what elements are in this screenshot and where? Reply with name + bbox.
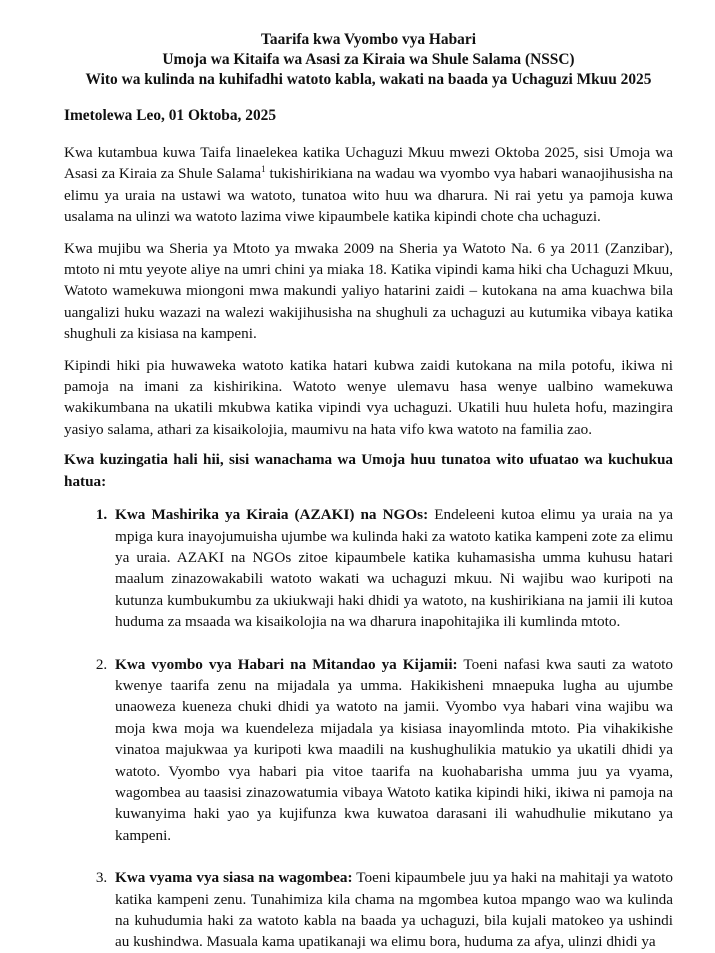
- call-item-body: Toeni kipaumbele juu ya haki na mahitaji ya watoto katika kampeni zenu. Tunahimiza kila chama na mgombea kutoa mpango wao wa kulinda na kuhudumia haki za watoto kabla na baada ya uchaguzi, bila kujali matokeo ya ushindi au kushindwa. Masuala kama upatikanaji wa elimu bora, huduma za afya, ulinzi dhidi ya: [115, 869, 673, 951]
- header-title: Taarifa kwa Vyombo vya Habari: [261, 31, 476, 48]
- document-header: [64, 30, 673, 90]
- calls-list: [64, 504, 673, 953]
- call-item-parties: [111, 867, 673, 953]
- paragraph-risks: Kipindi hiki pia huwaweka watoto katika hatari kubwa zaidi kutokana na mila potofu, ikiwa ni pamoja na imani za kishirikina. Watoto wenye ulemavu hasa wenye ualbino wamekuwa wakikumbana na ukatili mkubwa katika vipindi vya uchaguzi. Ukatili huu huleta hofu, mazingira yasiyo salama, athari za kisaikolojia, maumivu na hata vifo kwa watoto na familia zao.: [64, 356, 673, 438]
- paragraph-law: Kwa mujibu wa Sheria ya Mtoto ya mwaka 2009 na Sheria ya Watoto Na. 6 ya 2011 (Zanzibar), mtoto ni mtu yeyote aliye na umri chini ya miaka 18. Katika vipindi kama hiki cha Uchaguzi Mkuu, Watoto wamekuwa miongoni mwa makundi yaliyo hatarini zaidi – kutokana na ama kuachwa bila uangalizi huku wazazi na walezi wakijihusisha na shughuli za uchaguzi au kutumika vibaya katika shughuli za kisiasa na kampeni.: [64, 239, 673, 343]
- paragraph-intro-text-b: tukishirikiana na wadau wa vyombo vya habari wanaojihusisha na elimu ya uraia na ustawi wa watoto, tunatoa wito huu wa dharura. Ni rai yetu ya pamoja kuwa usalama na ulinzi wa watoto lazima viwe kipaumbele katika kipindi chote cha uchaguzi.: [64, 165, 673, 226]
- call-to-action-intro: Kwa kuzingatia hali hii, sisi wanachama wa Umoja huu tunatoa wito ufuatao wa kuchukua hatua:: [64, 451, 673, 490]
- call-item-lead: Kwa vyombo vya Habari na Mitandao ya Kijamii:: [115, 655, 458, 673]
- call-item-media: [111, 654, 673, 847]
- call-item-lead: Kwa vyama vya siasa na wagombea:: [115, 869, 353, 887]
- header-subject: Wito wa kulinda na kuhifadhi watoto kabla, wakati na baada ya Uchaguzi Mkuu 2025: [85, 71, 652, 88]
- footnote-marker[interactable]: 1: [261, 164, 266, 175]
- call-item-lead: Kwa Mashirika ya Kiraia (AZAKI) na NGOs:: [115, 506, 429, 524]
- call-item-body: Endeleeni kutoa elimu ya uraia na ya mpiga kura inayojumuisha ujumbe wa kulinda haki za watoto katika kampeni zote za elimu ya uraia. AZAKI na NGOs zitoe kipaumbele katika kuhamasisha umma kuhusu hatari maalum zinazowakabili watoto wakati wa uchaguzi mkuu. Ni wajibu wao kuripoti na kutunza kumbukumbu za ukiukwaji haki dhidi ya watoto, na kushirikiana na jamii ili kutoa huduma za msaada wa kisaikolojia na wa dharura inapohitajika ili kumlinda mtoto.: [115, 506, 673, 631]
- paragraph-intro-text-a: Kwa kutambua kuwa Taifa linaelekea katika Uchaguzi Mkuu mwezi Oktoba 2025, sisi Umoja wa Asasi za Kiraia za Shule Salama: [64, 144, 673, 183]
- header-organization: Umoja wa Kitaifa wa Asasi za Kiraia wa Shule Salama (NSSC): [162, 51, 575, 68]
- call-item-body: Toeni nafasi kwa sauti za watoto kwenye taarifa zenu na mijadala ya umma. Hakikisheni mnaepuka lugha au ujumbe unaoweza kueneza chuki dhidi ya watoto na jamii. Vyombo vya habari vina wajibu wa moja kwa moja wa kuendeleza mijadala ya kisiasa inayomlinda mtoto. Pia vihakikishe vinatoa majukwaa ya kuripoti kwa maadili na kushughulikia matukio ya ukatili dhidi ya watoto. Vyombo vya habari pia vitoe taarifa na kuohabarisha umma juu ya vyama, wagombea au taasisi zinazowatumia vibaya Watoto katika kipindi hiki, ikiwa ni pamoja na kuwanyima haki yao ya kujifunza kwa kuwatoa darasani ili wahudhulie mikutano ya kampeni.: [115, 655, 673, 844]
- issue-date: Imetolewa Leo, 01 Oktoba, 2025: [64, 107, 277, 124]
- paragraph-intro: [64, 142, 673, 228]
- call-item-csos: [111, 504, 673, 632]
